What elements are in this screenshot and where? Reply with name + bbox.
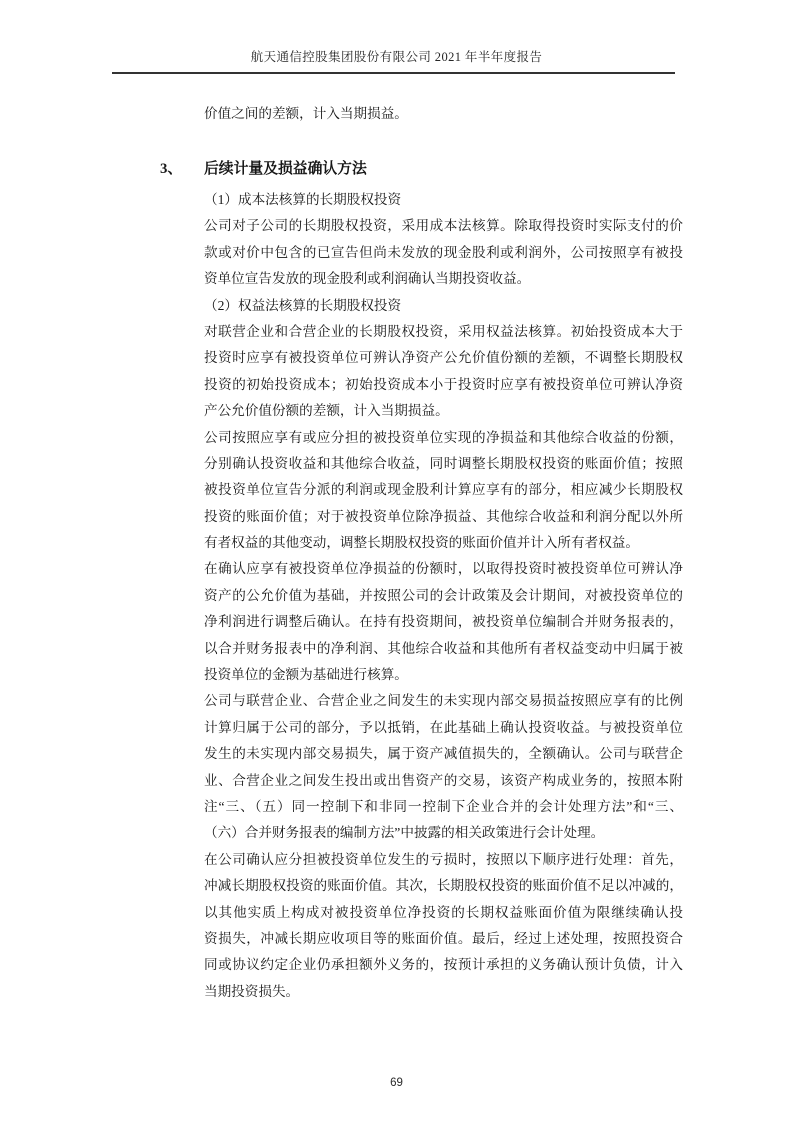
section-number: 3、 [160,161,183,177]
paragraph-line: 在确认应享有被投资单位净损益的份额时，以取得投资时被投资单位可辨认净 [204,561,683,577]
paragraph-line: 计算归属于公司的部分，予以抵销，在此基础上确认投资收益。与被投资单位 [204,719,683,735]
page-number: 69 [390,1077,403,1089]
paragraph-line: 公司与联营企业、合营企业之间发生的未实现内部交易损益按照应享有的比例 [204,693,683,709]
paragraph-line: 资单位宣告发放的现金股利或利润确认当期投资收益。 [204,271,531,287]
paragraph-line: 投资的账面价值；对于被投资单位除净损益、其他综合收益和利润分配以外所 [204,508,683,524]
paragraph-line: 投资的初始投资成本；初始投资成本小于投资时应享有被投资单位可辨认净资 [204,376,683,392]
paragraph [204,688,683,846]
paragraph [204,425,683,557]
paragraph-line: 公司按照应享有或应分担的被投资单位实现的净损益和其他综合收益的份额， [204,429,683,445]
paragraph-line: 发生的未实现内部交易损失，属于资产减值损失的，全额确认。公司与联营企 [204,746,683,762]
section-title: 后续计量及损益确认方法 [204,161,367,177]
header-divider [112,72,675,74]
paragraph-line: 产公允价值份额的差额，计入当期损益。 [204,403,449,419]
paragraph-line: 分别确认投资收益和其他综合收益，同时调整长期股权投资的账面价值；按照 [204,455,683,471]
paragraph-line: 被投资单位宣告分派的利润或现金股利计算应享有的部分，相应减少长期股权 [204,482,683,498]
paragraph-line: 业、合营企业之间发生投出或出售资产的交易，该资产构成业务的，按照本附 [204,772,683,788]
paragraph-line: 投资单位的金额为基础进行核算。 [204,667,408,683]
paragraph-line: 净利润进行调整后确认。在持有投资期间，被投资单位编制合并财务报表的， [204,614,683,630]
paragraph-line: 投资时应享有被投资单位可辨认净资产公允价值份额的差额，不调整长期股权 [204,350,683,366]
page-footer [0,1077,793,1089]
paragraph-line: 款或对价中包含的已宣告但尚未发放的现金股利或利润外，公司按照享有被投 [204,244,683,260]
paragraph-line: 对联营企业和合营企业的长期股权投资，采用权益法核算。初始投资成本大于 [204,323,683,339]
paragraph-line: 冲减长期股权投资的账面价值。其次，长期股权投资的账面价值不足以冲减的， [204,878,683,894]
subheading [204,293,683,319]
subheading-line: （1）成本法核算的长期股权投资 [204,192,402,207]
document-body [160,101,683,1005]
paragraph-line: 公司对子公司的长期股权投资，采用成本法核算。除取得投资时实际支付的价 [204,218,683,234]
subheading [204,187,683,213]
section-heading [160,157,683,181]
subheading-line: （2）权益法核算的长期股权投资 [204,297,402,313]
paragraph-line: 同或协议约定企业仍承担额外义务的，按预计承担的义务确认预计负债，计入 [204,957,683,973]
page-header [0,50,793,74]
paragraph [204,319,683,425]
paragraph-line: 有者权益的其他变动，调整长期股权投资的账面价值并计入所有者权益。 [204,535,639,551]
paragraph-line: 资损失，冲减长期应收项目等的账面价值。最后，经过上述处理，按照投资合 [204,930,683,946]
paragraph-line: （六）合并财务报表的编制方法”中披露的相关政策进行会计处理。 [204,825,605,841]
section-content [204,187,683,1005]
paragraph [204,213,683,292]
paragraph [204,556,683,688]
paragraph-continuation-line: 价值之间的差额，计入当期损益。 [204,106,408,121]
paragraph-line: 当期投资损失。 [204,983,300,999]
paragraph-line: 在公司确认应分担被投资单位发生的亏损时，按照以下顺序进行处理：首先， [204,851,683,867]
paragraph-line: 以合并财务报表中的净利润、其他综合收益和其他所有者权益变动中归属于被 [204,640,683,656]
paragraph-line: 注“三、（五）同一控制下和非同一控制下企业合并的会计处理方法”和“三、 [204,798,683,814]
paragraph-line: 资产的公允价值为基础，并按照公司的会计政策及会计期间，对被投资单位的 [204,587,683,603]
paragraph [204,847,683,1005]
report-title: 航天通信控股集团股份有限公司 2021 年半年度报告 [250,50,543,64]
paragraph-line: 以其他实质上构成对被投资单位净投资的长期权益账面价值为限继续确认投 [204,904,683,920]
